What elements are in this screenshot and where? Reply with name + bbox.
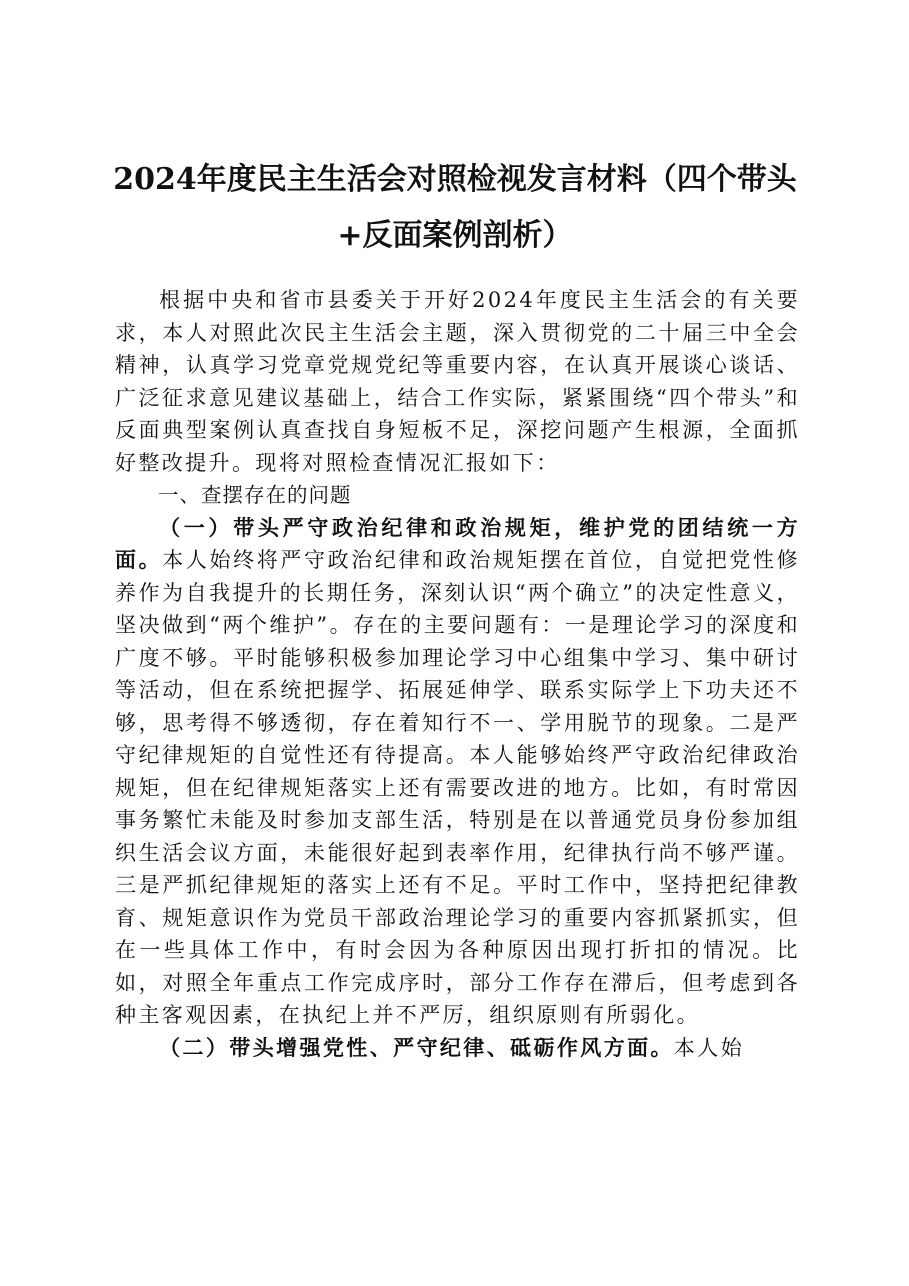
subsection-2-heading: （二）带头增强党性、严守纪律、砥砺作风方面。: [159, 1034, 674, 1060]
section-heading: 一、查摆存在的问题: [158, 483, 352, 507]
subsection-1-heading: （一）带头严守政治纪律和政治规矩，维护党的团结统一方面。: [115, 514, 800, 572]
subsection-1-text: 本人始终将严守政治纪律和政治规矩摆在首位，自觉把党性修养作为自我提升的长期任务，深刻认识“两个确立”的决定性意义，坚决做到“两个维护”。存在的主要问题有：一是理论学习的深度和广度不够。平时能够积极参加理论学习中心组集中学习、集中研讨等活动，但在系统把握学、拓展延伸学、联系实际学上下功夫还不够，思考得不够透彻，存在着知行不一、学用脱节的现象。二是严守纪律规矩的自觉性还有待提高。本人能够始终严守政治纪律政治规矩，但在纪律规矩落实上还有需要改进的地方。比如，有时常因事务繁忙未能及时参加支部生活，特别是在以普通党员身份参加组织生活会议方面，未能很好起到表率作用，纪律执行尚不够严谨。三是严抓纪律规矩的落实上还有不足。平时工作中，坚持把纪律教育、规矩意识作为党员干部政治理论学习的重要内容抓紧抓实，但在一些具体工作中，有时会因为各种原因出现打折扣的情况。比如，对照全年重点工作完成序时，部分工作存在滞后，但考虑到各种主客观因素，在执纪上并不严厉，组织原则有所弱化。: [115, 548, 800, 1027]
subsection-2-text: 本人始: [673, 1035, 745, 1060]
document-body: [115, 284, 800, 1064]
subsection-1-paragraph: [115, 512, 800, 1032]
subsection-2-paragraph: [115, 1032, 800, 1065]
document-title: 2024年度民主生活会对照检视发言材料（四个带头+反面案例剖析）: [113, 162, 797, 253]
intro-paragraph: 根据中央和省市县委关于开好2024年度民主生活会的有关要求，本人对照此次民主生活会主题，深入贯彻党的二十届三中全会精神，认真学习党章党规党纪等重要内容，在认真开展谈心谈话、广泛征求意见建议基础上，结合工作实际，紧紧围绕“四个带头”和反面典型案例认真查找自身短板不足，深挖问题产生根源，全面抓好整改提升。现将对照检查情况汇报如下：: [115, 288, 800, 475]
